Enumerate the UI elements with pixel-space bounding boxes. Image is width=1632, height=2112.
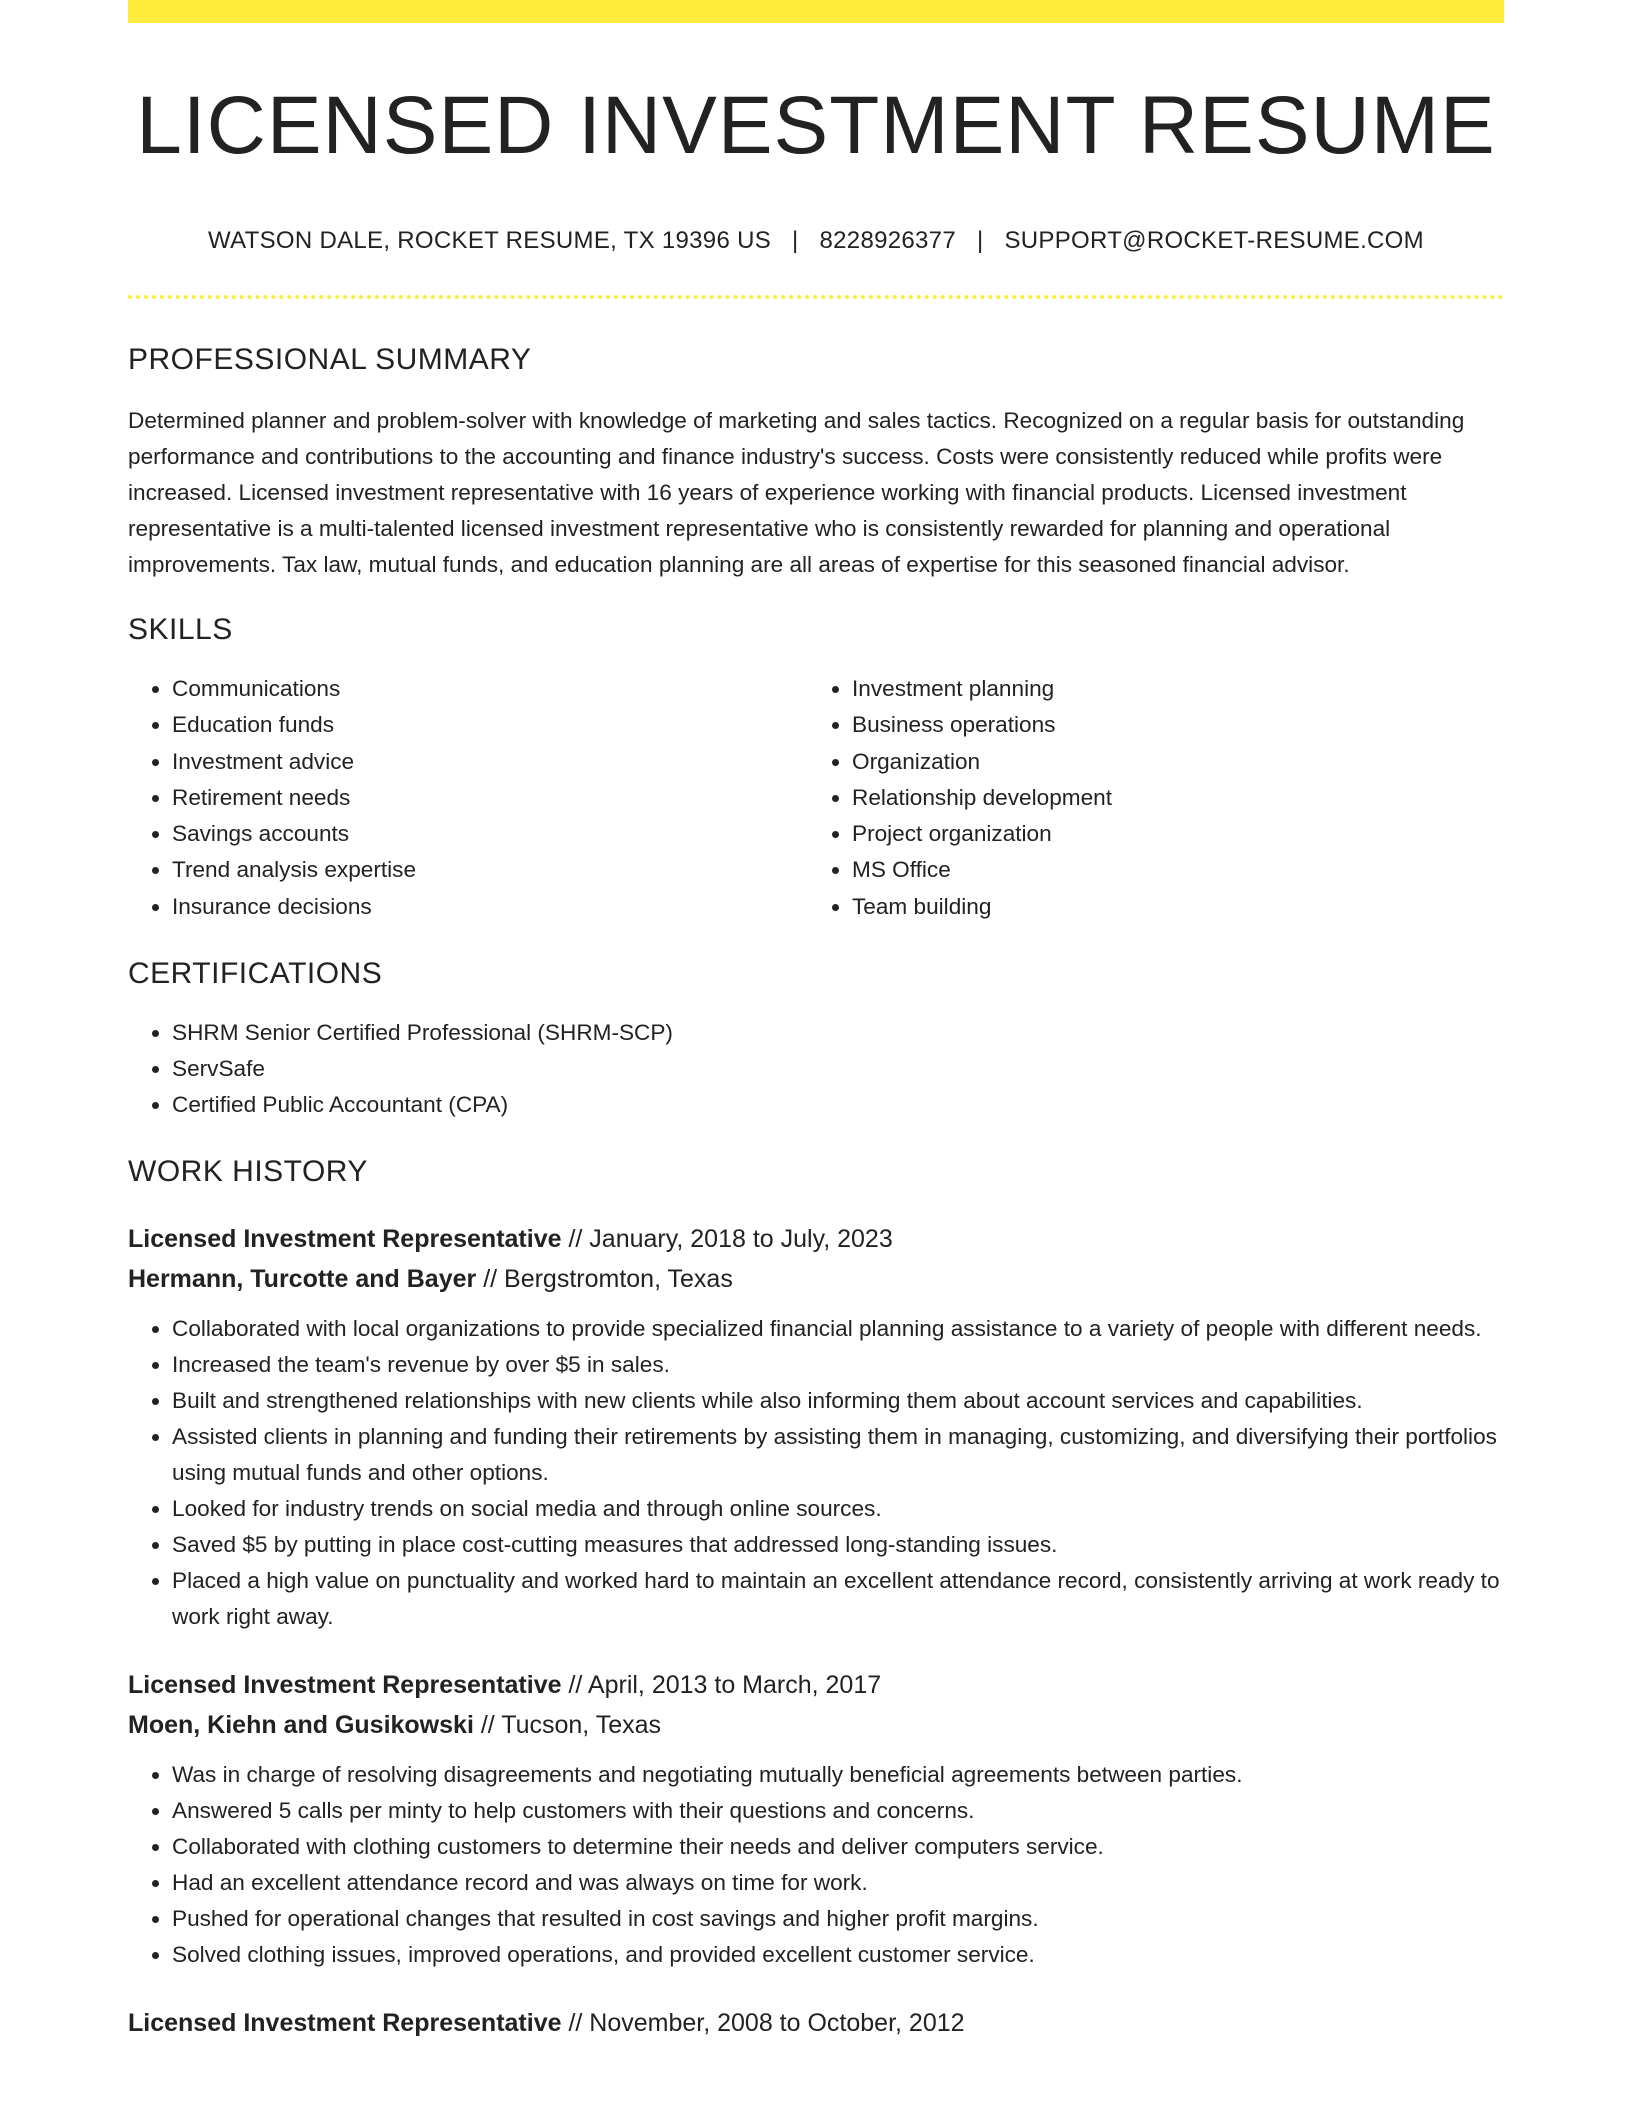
skill-item: • Organization: [852, 744, 1486, 780]
job-title: Licensed Investment Representative: [128, 1225, 562, 1254]
summary-text: Determined planner and problem-solver with knowledge of marketing and sales tactics. Recognized on a regular basis for outstanding performance and contributions to the accounting and finance industry's success. Costs were consistently reduced while profits were increased. Licensed investment representative with 16 years of experience working with financial products. Licensed investment representative is a multi-talented licensed investment representative who is consistently rewarded for planning and operational improvements. Tax law, mutual funds, and education planning are all areas of expertise for this seasoned financial advisor.: [128, 408, 1465, 577]
contact-email[interactable]: SUPPORT@ROCKET-RESUME.COM: [1004, 227, 1424, 254]
contact-address: WATSON DALE, ROCKET RESUME, TX 19396 US: [208, 227, 772, 254]
job-bullet: • Collaborated with local organizations to provide specialized financial planning assistance to a variety of people with different needs.: [172, 1311, 1504, 1347]
job-company: Hermann, Turcotte and Bayer: [128, 1265, 477, 1294]
skill-item: • Business operations: [852, 707, 1486, 743]
certification-item: • ServSafe: [172, 1051, 1504, 1087]
job-bullets: [128, 1757, 1504, 1973]
skill-item: • Communications: [172, 671, 806, 707]
skill-item: • Relationship development: [852, 780, 1486, 816]
job-bullet: • Increased the team's revenue by over $5 in sales.: [172, 1347, 1504, 1383]
job-title-line: [128, 1219, 1504, 1259]
job-bullet: • Assisted clients in planning and funding their retirements by assisting them in managing, customizing, and diversifying their portfolios using mutual funds and other options.: [172, 1419, 1504, 1491]
job-bullet: • Was in charge of resolving disagreements and negotiating mutually beneficial agreements between parties.: [172, 1757, 1504, 1793]
skill-item: • MS Office: [852, 852, 1486, 888]
job-title: Licensed Investment Representative: [128, 1671, 562, 1700]
job-entry: [128, 1219, 1504, 1635]
skills-heading: SKILLS: [128, 613, 233, 646]
certifications-heading: CERTIFICATIONS: [128, 957, 383, 991]
accent-top-bar: [128, 0, 1504, 23]
dotted-divider: [128, 295, 1504, 299]
skills-grid: [128, 671, 1504, 925]
job-bullet: • Pushed for operational changes that resulted in cost savings and higher profit margins.: [172, 1901, 1504, 1937]
job-company: Moen, Kiehn and Gusikowski: [128, 1711, 474, 1740]
resume-page: [128, 0, 1504, 2043]
skill-item: • Savings accounts: [172, 816, 806, 852]
skills-list-right: [806, 671, 1486, 925]
job-bullet: • Placed a high value on punctuality and worked hard to maintain an excellent attendance record, consistently arriving at work ready to work right away.: [172, 1563, 1504, 1635]
job-dates: // January, 2018 to July, 2023: [568, 1225, 893, 1254]
certification-item: • SHRM Senior Certified Professional (SHRM-SCP): [172, 1015, 1504, 1051]
job-location: // Bergstromton, Texas: [483, 1265, 733, 1294]
resume-title: LICENSED INVESTMENT RESUME: [136, 80, 1496, 171]
job-title-line: [128, 2003, 1504, 2043]
certification-item: • Certified Public Accountant (CPA): [172, 1087, 1504, 1123]
contact-phone: 8228926377: [819, 227, 956, 254]
job-bullet: • Looked for industry trends on social media and through online sources.: [172, 1491, 1504, 1527]
skill-item: • Team building: [852, 889, 1486, 925]
skill-item: • Project organization: [852, 816, 1486, 852]
job-company-line: [128, 1705, 1504, 1745]
job-dates: // April, 2013 to March, 2017: [568, 1671, 882, 1700]
skill-item: • Insurance decisions: [172, 889, 806, 925]
certifications-list: [128, 1015, 1504, 1123]
job-bullet: • Answered 5 calls per minty to help customers with their questions and concerns.: [172, 1793, 1504, 1829]
contact-separator: |: [791, 227, 799, 254]
contact-line: [128, 227, 1504, 255]
job-bullet: • Collaborated with clothing customers to determine their needs and deliver computers service.: [172, 1829, 1504, 1865]
job-bullet: • Saved $5 by putting in place cost-cutting measures that addressed long-standing issues.: [172, 1527, 1504, 1563]
job-entry: [128, 1665, 1504, 1973]
job-bullet: • Had an excellent attendance record and was always on time for work.: [172, 1865, 1504, 1901]
skill-item: • Trend analysis expertise: [172, 852, 806, 888]
job-company-line: [128, 1259, 1504, 1299]
job-dates: // November, 2008 to October, 2012: [568, 2009, 965, 2038]
job-location: // Tucson, Texas: [480, 1711, 662, 1740]
job-title-line: [128, 1665, 1504, 1705]
skill-item: • Retirement needs: [172, 780, 806, 816]
job-bullets: [128, 1311, 1504, 1635]
skill-item: • Investment advice: [172, 744, 806, 780]
work-history-heading: WORK HISTORY: [128, 1155, 368, 1189]
job-entry: [128, 2003, 1504, 2043]
contact-separator: |: [976, 227, 984, 254]
job-bullet: • Solved clothing issues, improved operations, and provided excellent customer service.: [172, 1937, 1504, 1973]
skills-list-left: [128, 671, 806, 925]
summary-heading: PROFESSIONAL SUMMARY: [128, 343, 532, 376]
job-bullet: • Built and strengthened relationships with new clients while also informing them about account services and capabilities.: [172, 1383, 1504, 1419]
skill-item: • Education funds: [172, 707, 806, 743]
job-title: Licensed Investment Representative: [128, 2009, 562, 2038]
skill-item: • Investment planning: [852, 671, 1486, 707]
